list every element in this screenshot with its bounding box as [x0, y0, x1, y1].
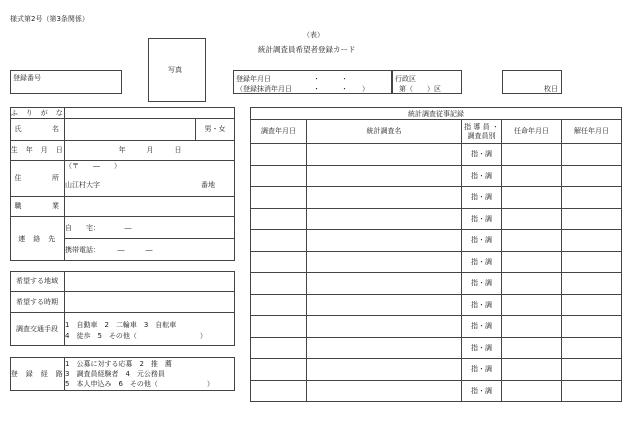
name-field[interactable] — [65, 119, 194, 139]
side-label: （表） — [303, 31, 324, 39]
table-row — [251, 144, 622, 166]
survey-name-cell[interactable] — [307, 187, 462, 209]
survey-date-cell[interactable] — [251, 165, 307, 187]
appointment-date-cell[interactable] — [502, 316, 562, 338]
table-row — [251, 251, 622, 273]
photo-box — [148, 38, 206, 102]
table-row — [251, 165, 622, 187]
appointment-date-cell[interactable] — [502, 359, 562, 381]
gender-select[interactable]: 男・女 — [204, 125, 226, 133]
survey-name-cell[interactable] — [307, 294, 462, 316]
table-row — [251, 187, 622, 209]
registration-date: 登録年月日 ・ ・ — [236, 75, 348, 83]
survey-name-cell[interactable] — [307, 208, 462, 230]
role-cell[interactable]: 指・調 — [462, 165, 502, 187]
sheet-count-box[interactable] — [502, 70, 562, 94]
survey-date-cell[interactable] — [251, 359, 307, 381]
form-number: 様式第2号（第3条関係） — [10, 15, 89, 23]
ward-value: 第（ ）区 — [399, 85, 441, 93]
survey-date-cell[interactable] — [251, 316, 307, 338]
appointment-date-cell[interactable] — [502, 187, 562, 209]
sheet-count-label: 枚日 — [544, 85, 558, 93]
col-role: 指 導 員 ・ 調査員別 — [462, 120, 502, 144]
dismissal-date-cell[interactable] — [562, 380, 622, 402]
appointment-date-cell[interactable] — [502, 144, 562, 166]
table-row — [251, 316, 622, 338]
survey-date-cell[interactable] — [251, 337, 307, 359]
appointment-date-cell[interactable] — [502, 294, 562, 316]
appointment-date-cell[interactable] — [502, 251, 562, 273]
form-title: 統計調査員希望者登録カード — [258, 45, 356, 54]
survey-date-cell[interactable] — [251, 273, 307, 295]
col-appointment-date: 任命年月日 — [502, 120, 562, 144]
dismissal-date-cell[interactable] — [562, 144, 622, 166]
role-cell[interactable]: 指・調 — [462, 144, 502, 166]
preferred-time-field[interactable] — [65, 292, 234, 311]
appointment-date-cell[interactable] — [502, 273, 562, 295]
name-label: 氏 名 — [14, 125, 60, 133]
dismissal-date-cell[interactable] — [562, 251, 622, 273]
table-row — [251, 208, 622, 230]
table-row — [251, 359, 622, 381]
address-label: 住 所 — [14, 174, 60, 182]
home-phone-field[interactable]: 自 宅： ― — [65, 224, 132, 232]
deregistration-date: （登録抹消年月日 ・ ・ ） — [236, 85, 369, 93]
appointment-date-cell[interactable] — [502, 380, 562, 402]
transport-options-1[interactable]: 1 自動車 2 二輪車 3 自転車 — [65, 321, 177, 329]
col-dismissal-date: 解任年月日 — [562, 120, 622, 144]
dismissal-date-cell[interactable] — [562, 230, 622, 252]
preferred-area-label: 希望する地域 — [16, 277, 58, 285]
role-cell[interactable]: 指・調 — [462, 251, 502, 273]
dismissal-date-cell[interactable] — [562, 359, 622, 381]
table-row — [251, 294, 622, 316]
route-options-1[interactable]: 1 公募に対する応募 2 推 薦 — [65, 360, 172, 368]
ward-label: 行政区 — [395, 75, 416, 83]
contact-label: 連 絡 先 — [18, 234, 56, 243]
mobile-phone-field[interactable]: 携帯電話： ― ― — [65, 246, 153, 254]
survey-name-cell[interactable] — [307, 380, 462, 402]
dismissal-date-cell[interactable] — [562, 294, 622, 316]
dob-field[interactable]: 年 月 日 — [118, 146, 182, 154]
survey-date-cell[interactable] — [251, 294, 307, 316]
survey-date-cell[interactable] — [251, 251, 307, 273]
dismissal-date-cell[interactable] — [562, 316, 622, 338]
occupation-field[interactable] — [65, 197, 234, 215]
dob-label: 生 年 月 日 — [10, 146, 64, 154]
registration-number-label: 登録番号 — [13, 74, 41, 82]
table-row — [251, 337, 622, 359]
furigana-label: ふ り が な — [10, 108, 64, 117]
survey-date-cell[interactable] — [251, 208, 307, 230]
occupation-label: 職 業 — [14, 202, 60, 210]
photo-label: 写真 — [168, 66, 182, 74]
role-cell[interactable]: 指・調 — [462, 230, 502, 252]
survey-record-table — [250, 107, 622, 402]
registration-number-box[interactable] — [10, 70, 122, 94]
col-survey-date: 調査年月日 — [251, 120, 307, 144]
route-options-3[interactable]: 5 本人申込み 6 その他（ ） — [65, 380, 214, 388]
table-row — [251, 380, 622, 402]
survey-date-cell[interactable] — [251, 187, 307, 209]
preferred-area-field[interactable] — [65, 272, 234, 290]
record-table-title: 統計調査従事記録 — [251, 108, 622, 120]
transport-label: 調査交通手段 — [16, 325, 58, 333]
address-field[interactable]: 山江村大字 — [65, 181, 100, 189]
table-row — [251, 230, 622, 252]
role-cell[interactable]: 指・調 — [462, 316, 502, 338]
appointment-date-cell[interactable] — [502, 165, 562, 187]
appointment-date-cell[interactable] — [502, 230, 562, 252]
survey-name-cell[interactable] — [307, 251, 462, 273]
table-row — [251, 273, 622, 295]
registration-route-label: 登 録 経 路 — [10, 370, 64, 378]
survey-date-cell[interactable] — [251, 144, 307, 166]
dismissal-date-cell[interactable] — [562, 165, 622, 187]
survey-date-cell[interactable] — [251, 230, 307, 252]
role-cell[interactable]: 指・調 — [462, 359, 502, 381]
role-cell[interactable]: 指・調 — [462, 273, 502, 295]
appointment-date-cell[interactable] — [502, 208, 562, 230]
dismissal-date-cell[interactable] — [562, 187, 622, 209]
dismissal-date-cell[interactable] — [562, 273, 622, 295]
transport-options-2[interactable]: 4 徒歩 5 その他（ ） — [65, 332, 207, 340]
dismissal-date-cell[interactable] — [562, 337, 622, 359]
col-survey-name: 統計調査名 — [307, 120, 462, 144]
survey-name-cell[interactable] — [307, 359, 462, 381]
survey-name-cell[interactable] — [307, 144, 462, 166]
survey-name-cell[interactable] — [307, 230, 462, 252]
role-cell[interactable]: 指・調 — [462, 380, 502, 402]
appointment-date-cell[interactable] — [502, 337, 562, 359]
role-cell[interactable]: 指・調 — [462, 337, 502, 359]
preferred-time-label: 希望する時期 — [16, 297, 58, 306]
role-cell[interactable]: 指・調 — [462, 294, 502, 316]
furigana-field[interactable] — [65, 108, 195, 118]
dismissal-date-cell[interactable] — [562, 208, 622, 230]
postal-code-field[interactable]: （〒 ― ） — [65, 162, 121, 170]
registration-dates-box[interactable] — [233, 70, 392, 94]
survey-name-cell[interactable] — [307, 316, 462, 338]
role-cell[interactable]: 指・調 — [462, 187, 502, 209]
survey-name-cell[interactable] — [307, 337, 462, 359]
ward-box[interactable] — [392, 70, 462, 94]
route-options-2[interactable]: 3 調査員経験者 4 元公務員 — [65, 370, 165, 378]
role-cell[interactable]: 指・調 — [462, 208, 502, 230]
survey-date-cell[interactable] — [251, 380, 307, 402]
survey-name-cell[interactable] — [307, 165, 462, 187]
address-suffix: 番地 — [201, 181, 215, 189]
survey-name-cell[interactable] — [307, 273, 462, 295]
